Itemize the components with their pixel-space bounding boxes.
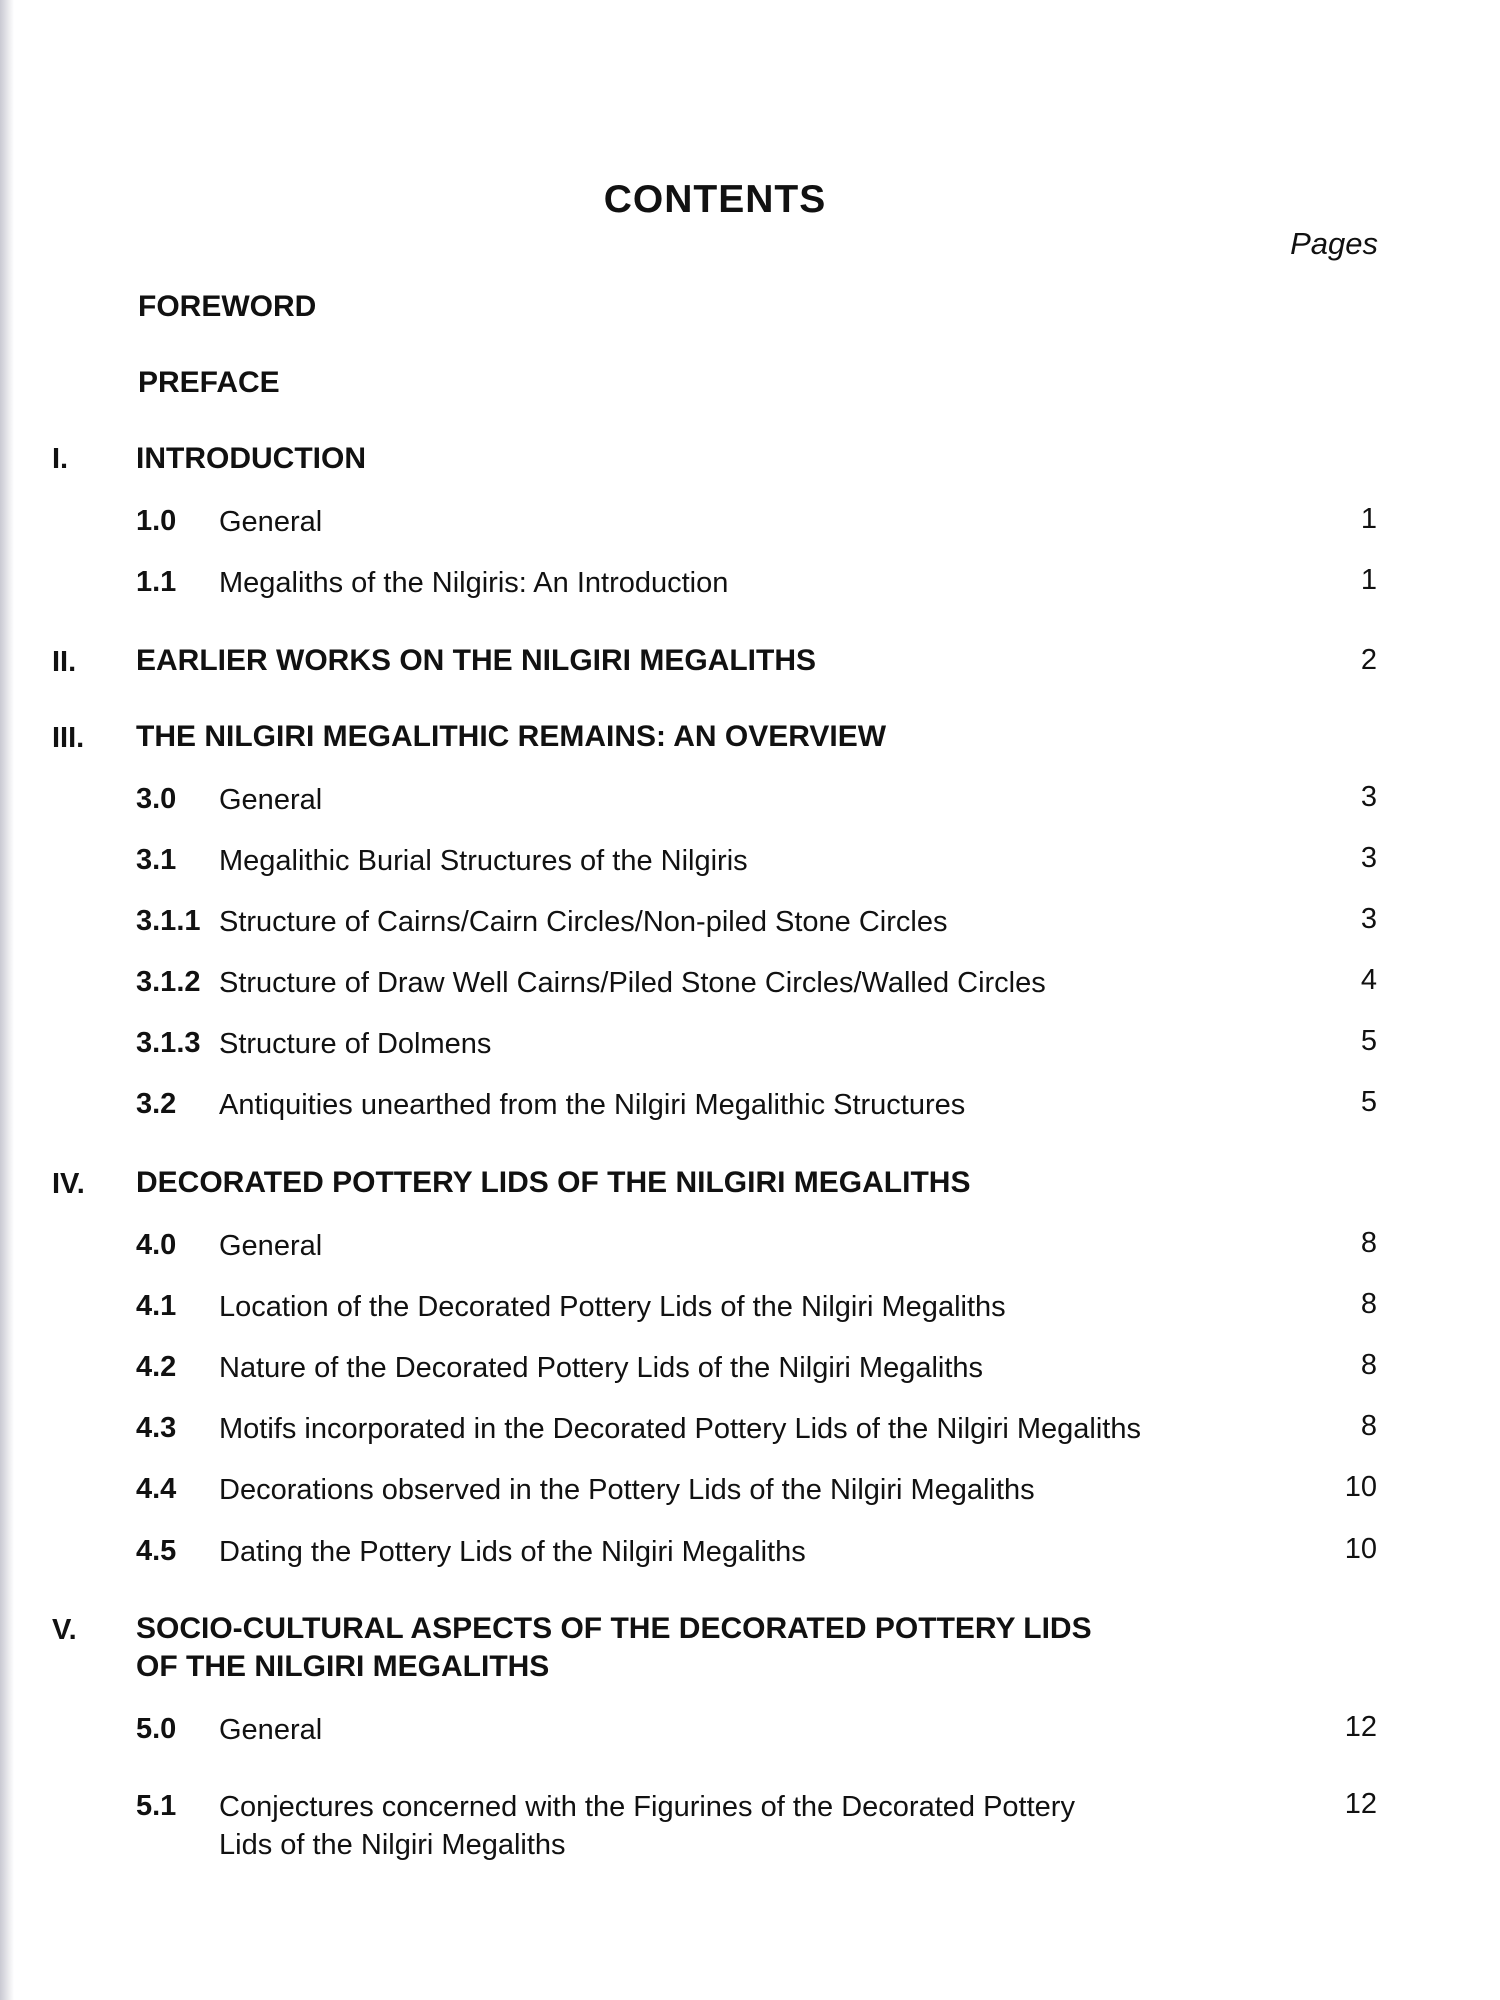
entry-page: 3 xyxy=(1360,903,1377,935)
entry-text-line-1: Conjectures concerned with the Figurines of the Decorated Pottery xyxy=(219,1791,1075,1823)
entry-number: 3.1.1 xyxy=(136,905,201,937)
entry-text: Dating the Pottery Lids of the Nilgiri Megaliths xyxy=(219,1536,806,1568)
entry-page: 1 xyxy=(1360,503,1377,535)
entry-number: 3.1.3 xyxy=(136,1027,201,1059)
entry-number: 5.0 xyxy=(136,1713,177,1745)
chapter-numeral: I. xyxy=(52,443,69,475)
entry-page: 5 xyxy=(1360,1086,1377,1118)
entry-page: 3 xyxy=(1360,781,1377,813)
entry-text: General xyxy=(219,1230,323,1262)
entry-number: 4.2 xyxy=(136,1351,177,1383)
entry-text: Motifs incorporated in the Decorated Pottery Lids of the Nilgiri Megaliths xyxy=(219,1413,1141,1445)
entry-text: Location of the Decorated Pottery Lids of the Nilgiri Megaliths xyxy=(219,1291,1006,1323)
entry-number: 5.1 xyxy=(136,1790,177,1822)
entry-page: 8 xyxy=(1360,1349,1377,1381)
page-edge-shadow xyxy=(0,0,14,2000)
chapter-numeral: II. xyxy=(52,646,77,678)
entry-text: Structure of Dolmens xyxy=(219,1028,492,1060)
entry-page: 1 xyxy=(1360,564,1377,596)
entry-number: 1.0 xyxy=(136,505,177,537)
entry-number: 4.3 xyxy=(136,1412,177,1444)
entry-number: 4.0 xyxy=(136,1229,177,1261)
entry-page: 4 xyxy=(1360,964,1377,996)
entry-text: Decorations observed in the Pottery Lids of the Nilgiri Megaliths xyxy=(219,1474,1035,1506)
entry-number: 4.1 xyxy=(136,1290,177,1322)
entry-page: 5 xyxy=(1360,1025,1377,1057)
entry-number: 4.5 xyxy=(136,1535,177,1567)
front-matter-preface: PREFACE xyxy=(138,366,280,399)
entry-number: 3.2 xyxy=(136,1088,177,1120)
chapter-title: DECORATED POTTERY LIDS OF THE NILGIRI MEGALITHS xyxy=(136,1166,971,1199)
chapter-title: INTRODUCTION xyxy=(136,442,366,475)
entry-text: Megaliths of the Nilgiris: An Introduction xyxy=(219,567,729,599)
chapter-title-line-1: SOCIO-CULTURAL ASPECTS OF THE DECORATED POTTERY LIDS xyxy=(136,1612,1092,1645)
entry-text: Structure of Cairns/Cairn Circles/Non-piled Stone Circles xyxy=(219,906,948,938)
entry-page: 12 xyxy=(1344,1788,1377,1820)
chapter-title-line-2: OF THE NILGIRI MEGALITHS xyxy=(136,1650,550,1683)
entry-text: Antiquities unearthed from the Nilgiri Megalithic Structures xyxy=(219,1089,966,1121)
entry-page: 8 xyxy=(1360,1227,1377,1259)
entry-text: General xyxy=(219,784,323,816)
chapter-numeral: V. xyxy=(52,1614,77,1646)
entry-text: Structure of Draw Well Cairns/Piled Stone Circles/Walled Circles xyxy=(219,967,1046,999)
chapter-title: THE NILGIRI MEGALITHIC REMAINS: AN OVERVIEW xyxy=(136,720,887,753)
entry-text: Megalithic Burial Structures of the Nilgiris xyxy=(219,845,748,877)
entry-number: 4.4 xyxy=(136,1473,177,1505)
entry-page: 12 xyxy=(1344,1711,1377,1743)
pages-column-label: Pages xyxy=(1290,226,1378,261)
front-matter-foreword: FOREWORD xyxy=(138,290,317,323)
entry-number: 3.0 xyxy=(136,783,177,815)
entry-page: 8 xyxy=(1360,1410,1377,1442)
chapter-numeral: IV. xyxy=(52,1168,85,1200)
entry-page: 3 xyxy=(1360,842,1377,874)
entry-text: General xyxy=(219,506,323,538)
entry-number: 3.1 xyxy=(136,844,177,876)
entry-page: 10 xyxy=(1344,1471,1377,1503)
entry-number: 1.1 xyxy=(136,566,177,598)
chapter-numeral: III. xyxy=(52,722,85,754)
chapter-page: 2 xyxy=(1360,644,1377,676)
entry-text: Nature of the Decorated Pottery Lids of the Nilgiri Megaliths xyxy=(219,1352,984,1384)
entry-page: 10 xyxy=(1344,1533,1377,1565)
entry-page: 8 xyxy=(1360,1288,1377,1320)
page-title: CONTENTS xyxy=(603,178,827,221)
chapter-title: EARLIER WORKS ON THE NILGIRI MEGALITHS xyxy=(136,644,816,677)
entry-text-line-2: Lids of the Nilgiri Megaliths xyxy=(219,1829,566,1861)
entry-number: 3.1.2 xyxy=(136,966,201,998)
entry-text: General xyxy=(219,1714,323,1746)
